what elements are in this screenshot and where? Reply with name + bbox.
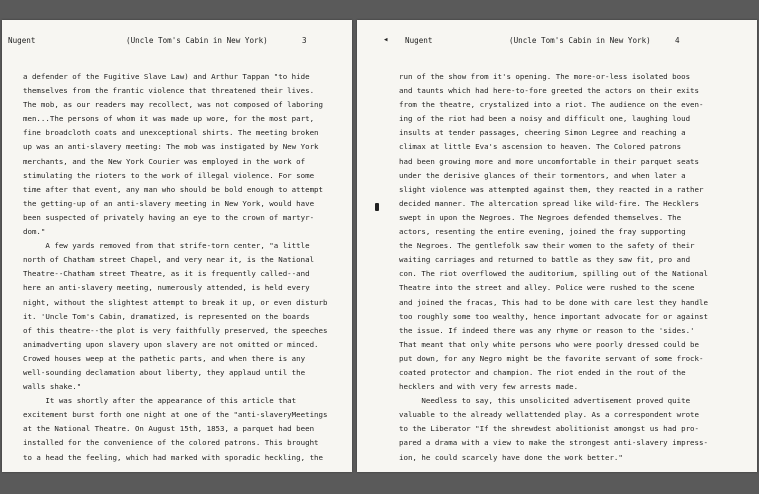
- text-line: excitement burst forth one night at one of the "anti-slaveryMeetings: [23, 410, 328, 420]
- header-author: Nugent: [8, 36, 36, 45]
- text-line: coated protector and champion. The riot ended in the rout of the: [399, 367, 686, 377]
- text-line: Theatre into the street and alley. Police were rushed to the scene: [399, 283, 695, 293]
- text-line: The mob, as our readers may recollect, was not composed of laboring: [23, 100, 324, 110]
- header-title: (Uncle Tom's Cabin in New York): [126, 36, 268, 45]
- text-line: walls shake.": [23, 382, 82, 392]
- text-line: climax at little Eva's ascension to heaven. The Colored patrons: [399, 142, 682, 152]
- text-line: That meant that only white persons who were poorly dressed could be: [399, 339, 700, 349]
- text-line: the issue. If indeed there was any rhyme or reason to the 'sides.': [399, 325, 695, 335]
- text-line: actors, resenting the entire evening, joined the fray supporting: [399, 227, 686, 237]
- text-line: the Negroes. The gentlefolk saw their women to the safety of their: [399, 241, 695, 251]
- text-line: too roughly some too wealthy, hence important advocate for or against: [399, 311, 708, 321]
- right-page: [357, 20, 757, 472]
- text-line: and joined the fracas, This had to be done with care lest they handle: [399, 297, 708, 307]
- text-line: the getting-up of an anti-slavery meeting in New York, would have: [23, 198, 315, 208]
- text-line: night, without the slightest attempt to break it up, or even disturb: [23, 297, 328, 307]
- margin-arrow-mark: ◂: [383, 35, 389, 45]
- text-line: of this theatre--the plot is very faithfully preserved, the speeches: [23, 325, 328, 335]
- text-line: been suspected of privately having an eye to the crown of martyr-: [23, 212, 315, 222]
- page-number: 3: [302, 36, 307, 45]
- text-line: merchants, and the New York Courier was employed in the work of: [23, 156, 306, 166]
- text-line: run of the show from it's opening. The more-or-less isolated boos: [399, 72, 691, 81]
- text-line: Crowed houses weep at the pathetic parts, and when there is any: [23, 353, 306, 363]
- text-line: ion, he could scarcely have done the work better.": [399, 452, 623, 462]
- text-line: stimulating the rioters to the work of illegal violence. For some: [23, 170, 315, 180]
- margin-ink-mark: [375, 203, 379, 211]
- left-page-header: [2, 36, 352, 48]
- text-line: here an anti-slavery meeting, numerously attended, is held every: [23, 283, 310, 293]
- text-line: valuable to the already wellattended play. As a correspondent wrote: [399, 410, 700, 420]
- left-page-body: [23, 70, 343, 465]
- text-line: pared a drama with a view to make the strongest anti-slavery impress-: [399, 438, 708, 448]
- text-line: dom.": [23, 227, 46, 237]
- text-line: at the National Theatre. On August 15th, 1853, a parquet had been: [23, 424, 315, 434]
- text-line: Theatre--Chatham street Theatre, as it is frequently called--and: [23, 269, 310, 279]
- text-line: and taunts which had here-to-fore greeted the actors on their exits: [399, 86, 700, 96]
- text-line: hecklers and with very few arrests made.: [399, 382, 579, 392]
- text-line: slight violence was attempted against them, they reacted in a rather: [399, 184, 704, 194]
- text-line: it. 'Uncle Tom's Cabin, dramatized, is represented on the boards: [23, 311, 310, 321]
- text-line: put down, for any Negro might be the favorite servant of some frock-: [399, 353, 704, 363]
- text-line: Needless to say, this unsolicited advertisement proved quite: [399, 396, 691, 406]
- text-line: men...The persons of whom it was made up wore, for the most part,: [23, 114, 315, 124]
- text-line: installed for the convenience of the colored patrons. This brought: [23, 438, 319, 448]
- text-line: swept in upon the Negroes. The Negroes defended themselves. The: [399, 212, 682, 222]
- text-line: ing of the riot had been a noisy and difficult one, laughing loud: [399, 114, 691, 124]
- text-line: north of Chatham street Chapel, and very near it, is the National: [23, 255, 315, 265]
- text-line: A few yards removed from that strife-torn center, "a little: [23, 241, 310, 251]
- text-line: well-sounding declamation about liberty, they applaud until the: [23, 367, 306, 377]
- text-line: It was shortly after the appearance of this article that: [23, 396, 297, 406]
- text-line: to the Liberator "If the shrewdest abolitionist amongst us had pro-: [399, 424, 700, 434]
- text-line: to a head the feeling, which had marked with sporadic heckling, the: [23, 452, 324, 462]
- header-title: (Uncle Tom's Cabin in New York): [509, 36, 651, 45]
- right-page-header: [357, 36, 757, 48]
- text-line: themselves from the frantic violence that threatened their lives.: [23, 86, 315, 96]
- left-page: [2, 20, 352, 472]
- page-number: 4: [675, 36, 680, 45]
- text-line: a defender of the Fugitive Slave Law) and Arthur Tappan "to hide: [23, 72, 310, 81]
- text-line: con. The riot overflowed the auditorium, spilling out of the National: [399, 269, 708, 279]
- text-line: decided manner. The altercation spread like wild-fire. The Hecklers: [399, 198, 700, 208]
- text-line: fine broadcloth coats and unexceptional shirts. The meeting broken: [23, 128, 319, 138]
- right-page-body: [399, 70, 749, 465]
- text-line: from the theatre, crystalized into a riot. The audience on the even-: [399, 100, 704, 110]
- text-line: had been growing more and more uncomfortable in their parquet seats: [399, 156, 700, 166]
- text-line: waiting carriages and returned to battle as they saw fit, pro and: [399, 255, 691, 265]
- text-line: insults at tender passages, cheering Simon Legree and reaching a: [399, 128, 686, 138]
- text-line: time after that event, any man who should be bold enough to attempt: [23, 184, 324, 194]
- text-line: up was an anti-slavery meeting: The mob was instigated by New York: [23, 142, 319, 152]
- text-line: under the derisive glances of their tormentors, and when later a: [399, 170, 686, 180]
- text-line: animadverting upon slavery upon slavery are not omitted or minced.: [23, 339, 319, 349]
- header-author: Nugent: [405, 36, 433, 45]
